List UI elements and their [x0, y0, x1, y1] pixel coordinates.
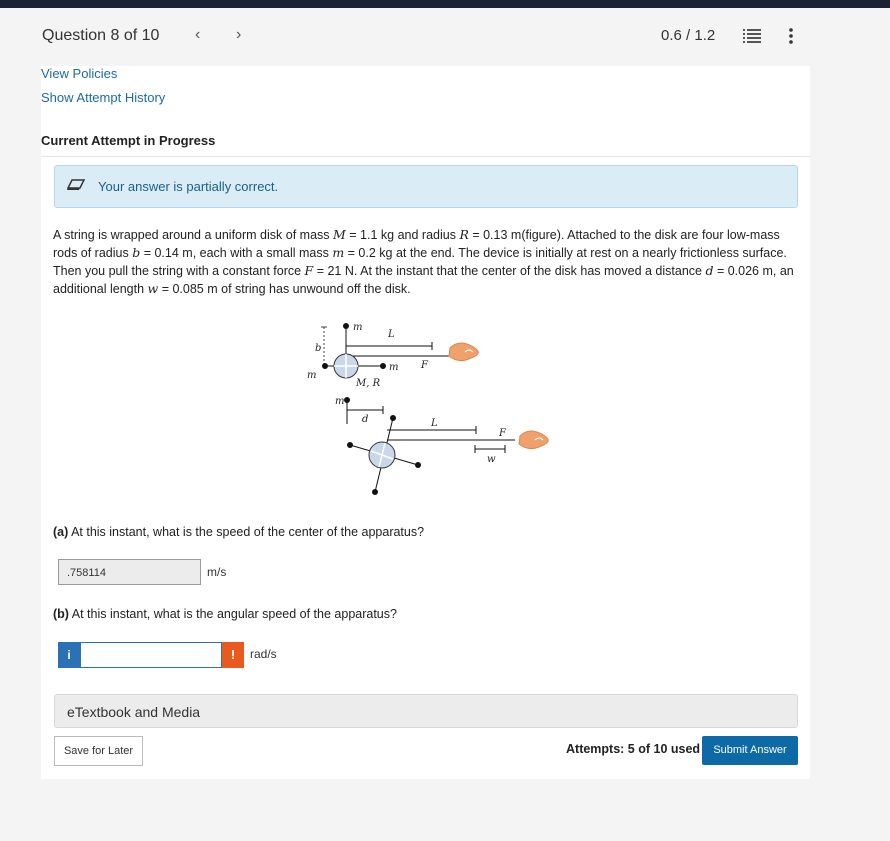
- part-a-question: (a) At this instant, what is the speed of the center of the apparatus?: [53, 525, 425, 539]
- svg-text:m: m: [389, 362, 399, 373]
- feedback-banner: [54, 165, 798, 208]
- question-card: [41, 66, 810, 779]
- svg-text:L: L: [388, 329, 395, 340]
- info-button[interactable]: i: [58, 642, 80, 668]
- question-header: [0, 8, 890, 66]
- svg-text:F: F: [421, 360, 428, 371]
- feedback-text: Your answer is partially correct.: [98, 179, 279, 194]
- attempt-heading: Current Attempt in Progress: [41, 133, 216, 148]
- part-b-question: (b) At this instant, what is the angular speed of the apparatus?: [53, 607, 397, 621]
- etextbook-media-panel[interactable]: [54, 694, 798, 728]
- svg-text:m: m: [353, 322, 363, 333]
- question-counter: Question 8 of 10: [42, 27, 160, 44]
- attempts-counter: Attempts: 5 of 10 used: [566, 742, 701, 756]
- svg-text:M, R: M, R: [356, 378, 381, 389]
- svg-text:F: F: [499, 428, 506, 439]
- part-b-answer-field[interactable]: [80, 642, 222, 668]
- figure-label-b: b: [315, 343, 322, 354]
- previous-question-button[interactable]: ‹: [195, 26, 201, 43]
- part-b-unit: rad/s: [250, 647, 277, 661]
- svg-text:m: m: [335, 396, 345, 407]
- svg-text:d: d: [362, 414, 369, 425]
- score-display: 0.6 / 1.2: [661, 27, 716, 44]
- eraser-icon: [67, 179, 85, 193]
- part-a-unit: m/s: [207, 565, 227, 579]
- more-options-icon[interactable]: [788, 28, 794, 44]
- show-attempt-history-link[interactable]: Show Attempt History: [41, 90, 166, 105]
- top-bar: [0, 0, 890, 8]
- view-policies-link[interactable]: View Policies: [41, 66, 118, 81]
- etextbook-label: eTextbook and Media: [67, 704, 201, 720]
- divider: [41, 156, 810, 157]
- svg-text:L: L: [431, 418, 438, 429]
- submit-answer-button[interactable]: Submit Answer: [702, 736, 798, 765]
- save-for-later-button[interactable]: Save for Later: [54, 736, 143, 766]
- svg-text:m: m: [307, 370, 317, 381]
- warning-button[interactable]: !: [222, 642, 244, 668]
- question-list-icon[interactable]: [743, 28, 761, 44]
- problem-statement: A string is wrapped around a uniform disk of mass M = 1.1 kg and radius R = 0.13 m(figure). Attached to the disk are four low-mass rods of radius b = 0.14 m, each with a small mass m = 0.2 kg at the end. The device is initially at rest on a nearly frictionless surface. Then you pull the string with a constant force F = 21 N. At the instant that the center of the disk has moved a distance d = 0.026 m, an additional length w = 0.085 m of string has unwound off the disk.: [53, 227, 794, 296]
- part-a-answer-field[interactable]: .758114: [58, 559, 201, 585]
- svg-text:w: w: [487, 454, 496, 465]
- next-question-button[interactable]: ›: [236, 26, 242, 43]
